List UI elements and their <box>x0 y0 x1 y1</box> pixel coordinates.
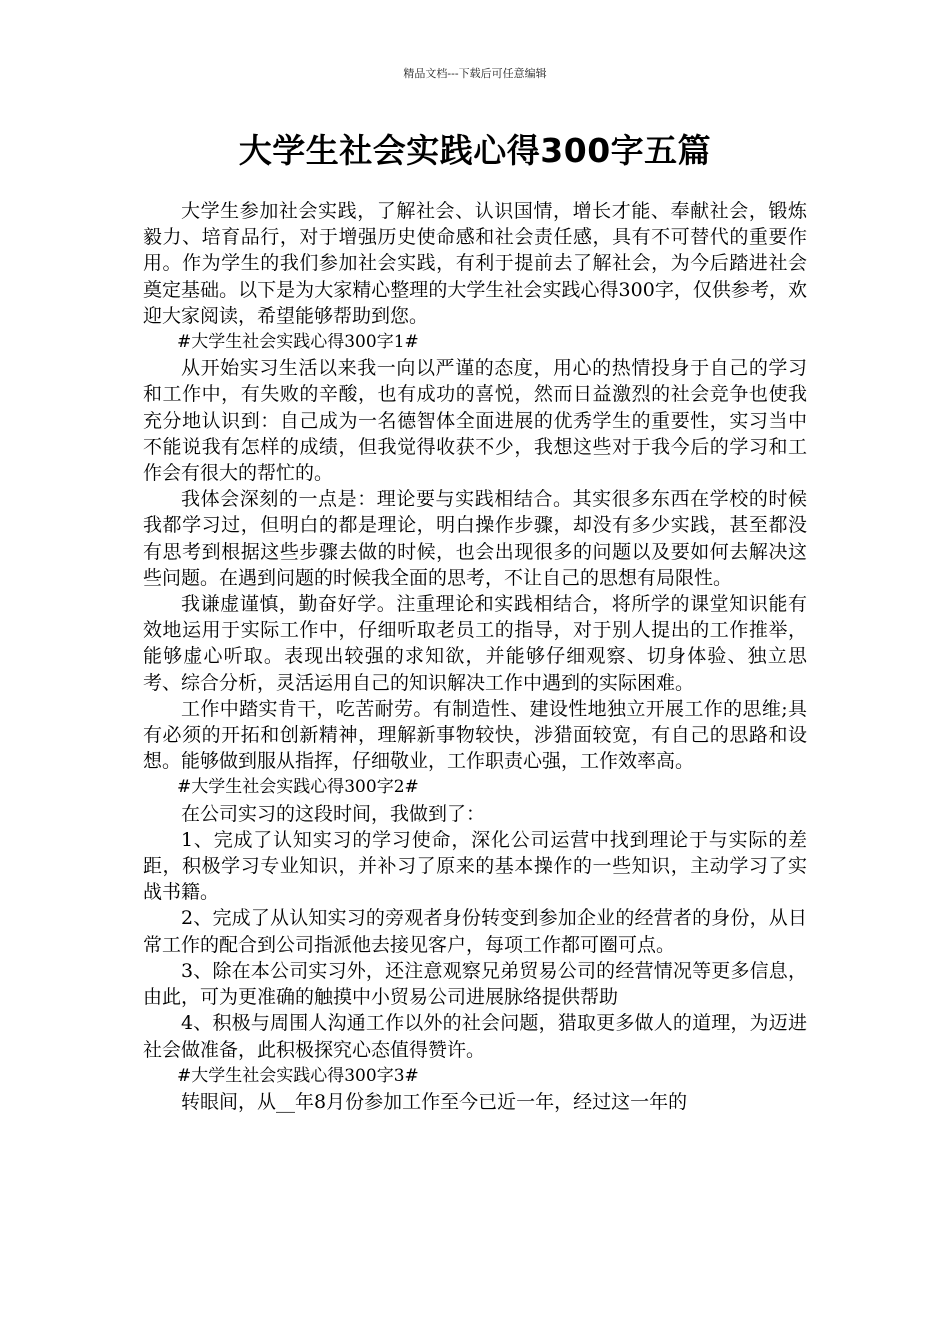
section-1-heading: #大学生社会实践心得300字1# <box>177 332 419 353</box>
section-3-paragraph: 转眼间，从__年8月份参加工作至今已近一年，经过这一年的 <box>181 1090 688 1113</box>
section-2-list-item: 3、除在本公司实习外，还注意观察兄弟贸易公司的经营情况等更多信息，由此，可为更准确的触摸中小贸易公司进展脉络提供帮助 <box>143 959 807 1009</box>
document-title: 大学生社会实践心得300字五篇 <box>238 131 712 170</box>
intro-paragraph: 大学生参加社会实践，了解社会、认识国情，增长才能、奉献社会，锻炼毅力、培育品行，对于增强历史使命感和社会责任感，具有不可替代的重要作用。作为学生的我们参加社会实践，有利于提前去了解社会，为今后踏进社会奠定基础。以下是为大家精心整理的大学生社会实践心得300字，仅供参考，欢迎大家阅读，希望能够帮助到您。 <box>143 200 807 327</box>
section-2-list-item: 2、完成了从认知实习的旁观者身份转变到参加企业的经营者的身份，从日常工作的配合到公司指派他去接见客户，每项工作都可圈可点。 <box>143 907 807 956</box>
section-1-paragraph: 我体会深刻的一点是：理论要与实践相结合。其实很多东西在学校的时候我都学习过，但明白的都是理论，明白操作步骤，却没有多少实践，甚至都没有思考到根据这些步骤去做的时候，也会出现很多的问题以及要如何去解决这些问题。在遇到问题的时候我全面的思考，不让自己的思想有局限性。 <box>143 488 807 589</box>
section-1-paragraph: 我谦虚谨慎，勤奋好学。注重理论和实践相结合，将所学的课堂知识能有效地运用于实际工作中，仔细听取老员工的指导，对于别人提出的工作推举，能够虚心听取。表现出较强的求知欲，并能够仔细观察、切身体验、独立思考、综合分析，灵活运用自己的知识解决工作中遇到的实际困难。 <box>143 593 807 694</box>
section-2-paragraph: 在公司实习的这段时间，我做到了： <box>181 802 486 825</box>
section-1-paragraph: 从开始实习生活以来我一向以严谨的态度，用心的热情投身于自己的学习和工作中，有失败的辛酸，也有成功的喜悦，然而日益激烈的社会竞争也使我充分地认识到：自己成为一名德智体全面进展的优秀学生的重要性，实习当中不能说我有怎样的成绩，但我觉得收获不少，我想这些对于我今后的学习和工作会有很大的帮忙的。 <box>143 357 807 485</box>
section-3-heading: #大学生社会实践心得300字3# <box>177 1065 419 1086</box>
section-2-list-item: 4、积极与周围人沟通工作以外的社会问题，猎取更多做人的道理，为迈进社会做准备，此积极探究心态值得赞许。 <box>143 1012 807 1061</box>
section-2-heading: #大学生社会实践心得300字2# <box>177 777 419 798</box>
section-1-paragraph: 工作中踏实肯干，吃苦耐劳。有制造性、建设性地独立开展工作的思维;具有必须的开拓和创新精神，理解新事物较快，涉猎面较宽，有自己的思路和设想。能够做到服从指挥，仔细敬业，工作职责心强，工作效率高。 <box>143 697 807 773</box>
section-2-list-item: 1、完成了认知实习的学习使命，深化公司运营中找到理论于与实际的差距，积极学习专业知识，并补习了原来的基本操作的一些知识，主动学习了实战书籍。 <box>143 828 807 904</box>
page-header-watermark: 精品文档---下载后可任意编辑 <box>403 67 547 80</box>
document-body <box>143 198 807 1115</box>
